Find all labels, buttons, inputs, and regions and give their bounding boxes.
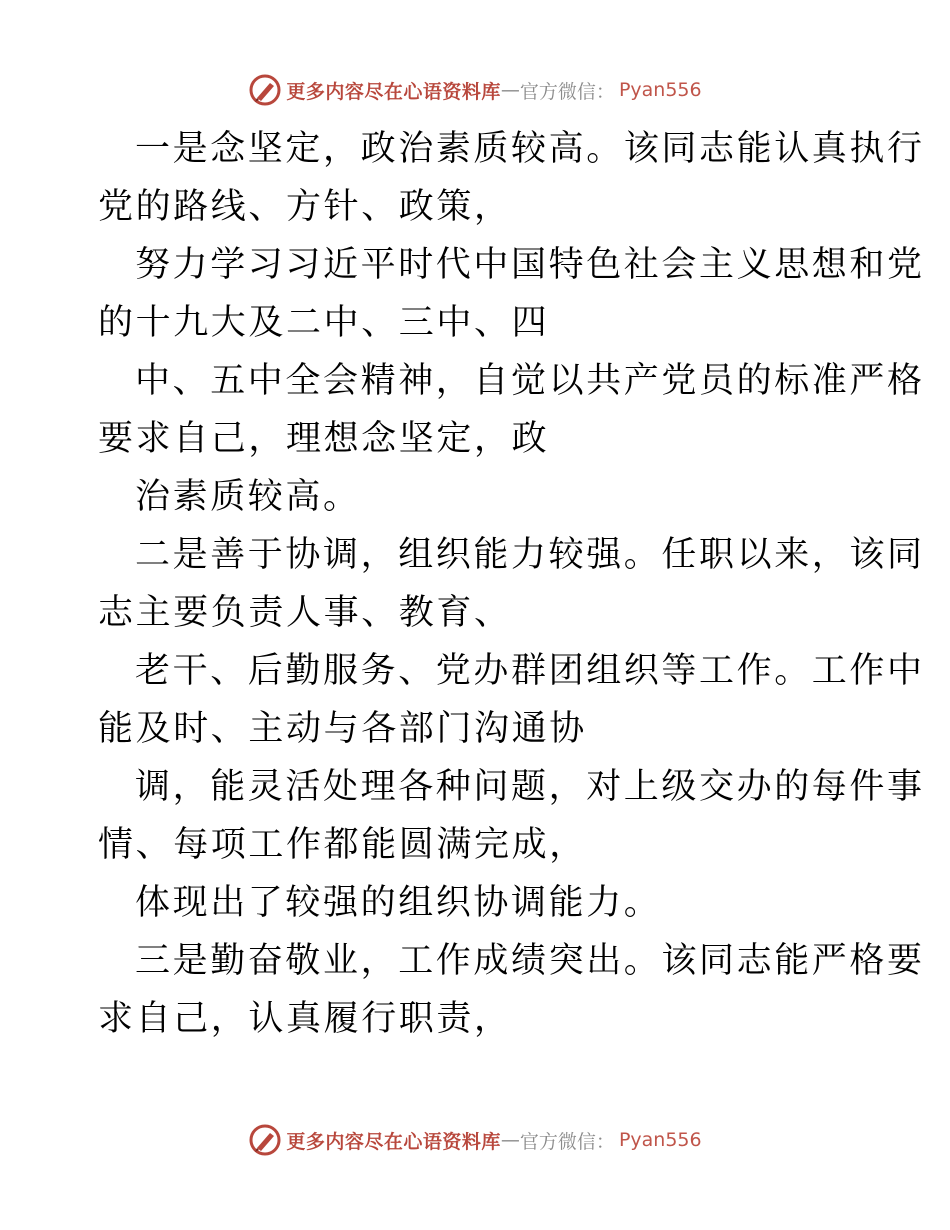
text-line: 的十九大及二中、三中、四 — [98, 303, 550, 343]
watermark-brand-text: 更多内容尽在心语资料库 — [286, 1130, 501, 1153]
pen-logo-icon — [248, 73, 282, 107]
pen-logo-icon — [248, 1123, 282, 1157]
text-line: 体现出了较强的组织协调能力。 — [135, 883, 662, 923]
text-line: 三是勤奋敬业，工作成绩突出。该同志能严格要 — [135, 941, 925, 981]
footer-watermark — [0, 1120, 950, 1160]
watermark-dash: — — [500, 1129, 520, 1151]
watermark-dash: — — [500, 79, 520, 101]
text-line: 中、五中全会精神，自觉以共产党员的标准严格 — [135, 361, 925, 401]
watermark-brand-text: 更多内容尽在心语资料库 — [286, 80, 501, 103]
text-line: 志主要负责人事、教育、 — [98, 593, 512, 633]
text-line: 能及时、主动与各部门沟通协 — [98, 709, 587, 749]
text-line: 老干、后勤服务、党办群团组织等工作。工作中 — [135, 651, 925, 691]
text-line: 一是念坚定，政治素质较高。该同志能认真执行 — [135, 129, 925, 169]
watermark-label: 官方微信： — [519, 80, 615, 103]
text-line: 努力学习习近平时代中国特色社会主义思想和党 — [135, 245, 925, 285]
text-line: 调，能灵活处理各种问题，对上级交办的每件事 — [135, 767, 925, 807]
text-line: 求自己，认真履行职责， — [98, 999, 512, 1039]
watermark-wechat-id: Pyan556 — [618, 1129, 702, 1151]
text-line: 要求自己，理想念坚定，政 — [98, 419, 550, 459]
header-watermark — [0, 70, 950, 110]
watermark-label: 官方微信： — [519, 1130, 615, 1153]
document-body — [98, 120, 925, 1048]
text-line: 治素质较高。 — [135, 477, 361, 517]
text-line: 党的路线、方针、政策， — [98, 187, 512, 227]
watermark-wechat-id: Pyan556 — [618, 79, 702, 101]
text-line: 二是善于协调，组织能力较强。任职以来，该同 — [135, 535, 925, 575]
text-line: 情、每项工作都能圆满完成， — [98, 825, 587, 865]
